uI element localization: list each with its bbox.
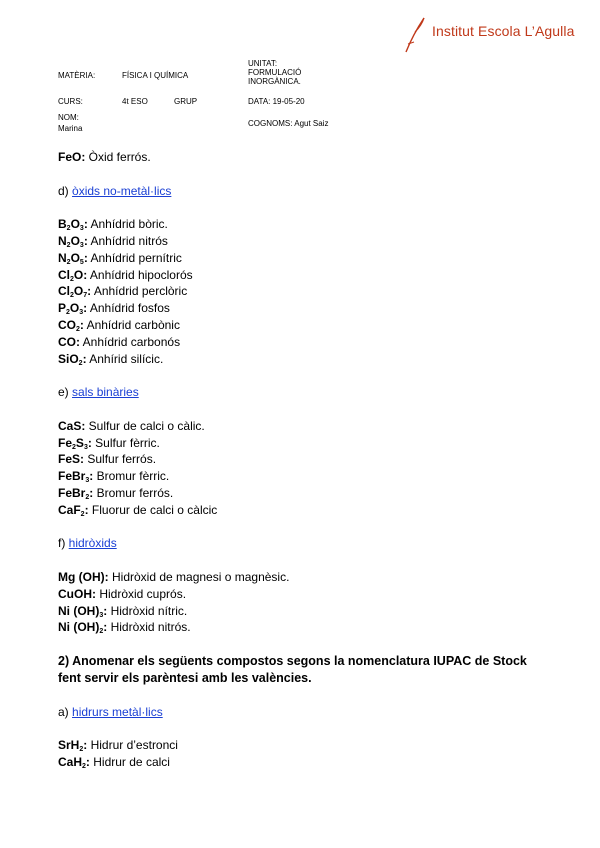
oxids-list xyxy=(58,216,558,367)
compound-entry xyxy=(58,468,558,485)
subscript: 3 xyxy=(79,309,84,317)
document-body xyxy=(58,149,558,771)
compound-entry xyxy=(58,267,558,284)
compound-entry xyxy=(58,435,558,452)
formula-part: O xyxy=(70,233,80,248)
curs-value: 4t ESO xyxy=(122,97,148,106)
formula-part: N xyxy=(58,233,67,248)
curs-label: CURS: xyxy=(58,97,83,106)
nom-value: Marina xyxy=(58,124,83,133)
formula: $N_2O_5$: xyxy=(58,250,88,266)
subscript: 2 xyxy=(72,443,76,451)
formula-part: B xyxy=(58,217,67,232)
subscript: 3 xyxy=(85,477,90,485)
hidrurs-list xyxy=(58,737,558,771)
formula-part: CaH xyxy=(58,755,83,770)
school-logo xyxy=(402,14,592,54)
unitat-value-line1: FORMULACIÓ xyxy=(248,68,302,77)
subscript: 2 xyxy=(66,225,71,233)
compound-name: Anhídrid nitrós xyxy=(87,233,168,248)
compound-entry xyxy=(58,619,558,636)
subscript: 2 xyxy=(76,325,80,333)
formula-part: CO xyxy=(58,317,76,332)
compound-name: Anhídrid carbònic xyxy=(83,317,180,332)
compound-entry xyxy=(58,233,558,250)
formula: CaS: xyxy=(58,418,86,433)
section-f-heading xyxy=(58,535,558,552)
compound-entry xyxy=(58,569,558,586)
compound-entry xyxy=(58,754,558,771)
compound-name: Fluorur de calci o càlcic xyxy=(88,502,218,517)
compound-entry xyxy=(58,485,558,502)
formula: FeBr$_3$: xyxy=(58,469,94,485)
compound-name: Hidrur de calci xyxy=(89,755,170,770)
formula: $Cl_2O_7$: xyxy=(58,284,92,300)
cognoms-label: COGNOMS: Agut Saiz xyxy=(248,119,329,128)
compound-entry xyxy=(58,451,558,468)
compound-name: Sulfur ferrós. xyxy=(84,452,157,467)
formula-part: Cl xyxy=(58,267,70,282)
formula: Mg (OH): xyxy=(58,569,109,584)
compound-entry xyxy=(58,603,558,620)
subscript: 3 xyxy=(79,241,84,249)
compound-name: Hidròxid nítric. xyxy=(107,603,188,618)
formula: Ni $(OH)_3$: xyxy=(58,603,108,619)
subscript: 7 xyxy=(83,292,88,300)
compound-name: Òxid ferrós. xyxy=(85,150,151,164)
formula: Ni $(OH)_2$: xyxy=(58,620,108,636)
compound-name: Anhídrid hipoclorós xyxy=(87,267,193,282)
compound-name: Hidròxid cuprós. xyxy=(96,586,187,601)
formula: CaF$_2$: xyxy=(58,502,89,518)
formula: FeO: xyxy=(58,150,86,164)
materia-value: FÍSICA I QUÍMICA xyxy=(122,71,189,80)
subscript: 2 xyxy=(70,275,74,283)
subscript: 2 xyxy=(78,359,83,367)
subscript: 2 xyxy=(66,258,71,266)
compound-entry xyxy=(58,737,558,754)
subscript: 2 xyxy=(82,763,86,771)
compound-entry xyxy=(58,586,558,603)
formula-part: SrH xyxy=(58,738,80,753)
compound-name: Hidrur d’estronci xyxy=(87,738,178,753)
compound-entry xyxy=(58,334,558,351)
section-prefix: a) xyxy=(58,704,73,719)
section-d-link[interactable]: òxids no-metàl·lics xyxy=(72,183,172,198)
formula: $N_2O_3$: xyxy=(58,233,88,249)
formula: CO: xyxy=(58,334,80,349)
formula-part: CaS xyxy=(58,418,82,433)
formula-part: CuOH xyxy=(58,586,92,601)
formula: SiO$_2$: xyxy=(58,351,87,367)
subscript: 2 xyxy=(99,628,104,636)
formula-part: O xyxy=(70,217,80,232)
section-prefix: e) xyxy=(58,385,73,400)
question-2-heading: 2) Anomenar els següents compostos segons la nomenclatura IUPAC de Stock fent servir els parèntesi amb les valències. xyxy=(58,653,527,685)
unitat-value-line2: INORGÀNICA. xyxy=(248,77,301,86)
formula: $CO_2$: xyxy=(58,317,84,333)
compound-name: Anhídrid bòric. xyxy=(87,217,168,232)
formula-part: Cl xyxy=(58,284,70,299)
formula: $Fe_2S_3$: xyxy=(58,435,92,451)
compound-name: Hidròxid de magnesi o magnèsic. xyxy=(108,569,290,584)
subscript: 3 xyxy=(99,611,104,619)
compound-entry xyxy=(58,502,558,519)
formula-part: FeBr xyxy=(58,485,86,500)
compound-name: Sulfur de calci o càlic. xyxy=(85,418,205,433)
grup-label: GRUP xyxy=(174,97,198,106)
compound-name: Anhídrid fosfos xyxy=(87,301,170,316)
feo-entry xyxy=(58,149,558,166)
materia-label: MATÈRIA: xyxy=(58,71,96,80)
compound-entry xyxy=(58,216,558,233)
compound-name: Anhídrid perclòric xyxy=(91,284,188,299)
subscript: 2 xyxy=(66,309,70,317)
formula: SrH$_2$: xyxy=(58,738,88,754)
hidroxids-list xyxy=(58,569,558,636)
compound-name: Hidròxid nitrós. xyxy=(107,620,191,635)
compound-entry xyxy=(58,250,558,267)
formula-part: Mg (OH) xyxy=(58,569,105,584)
formula-part: Ni (OH) xyxy=(58,620,100,635)
compound-name: Bromur fèrric. xyxy=(93,469,170,484)
compound-entry xyxy=(58,317,558,334)
section-a-heading xyxy=(58,704,558,721)
subscript: 3 xyxy=(79,225,84,233)
compound-name: Anhírid silícic. xyxy=(86,351,164,366)
compound-entry xyxy=(58,351,558,368)
section-a-link[interactable]: hidrurs metàl·lics xyxy=(72,704,163,719)
data-label: DATA: 19-05-20 xyxy=(248,97,305,106)
compound-entry xyxy=(58,283,558,300)
section-d-heading xyxy=(58,183,558,200)
compound-name: Anhídrid carbonós xyxy=(80,334,181,349)
formula-part: Fe xyxy=(58,435,73,450)
formula: FeBr$_2$: xyxy=(58,485,94,501)
formula-part: CO xyxy=(58,334,76,349)
compound-entry xyxy=(58,300,558,317)
formula-part: CaF xyxy=(58,502,81,517)
formula-part: O xyxy=(73,284,84,299)
section-prefix: f) xyxy=(58,536,69,551)
compound-name: Bromur ferrós. xyxy=(93,485,174,500)
formula-part: FeBr xyxy=(58,469,86,484)
agulla-logo-icon xyxy=(402,14,432,54)
formula-part: SiO xyxy=(58,351,79,366)
section-e-link[interactable]: sals binàries xyxy=(72,385,139,400)
formula-part: Ni (OH) xyxy=(58,603,100,618)
formula: CaH$_2$: xyxy=(58,755,90,771)
sals-list xyxy=(58,418,558,519)
subscript: 3 xyxy=(83,443,88,451)
subscript: 2 xyxy=(66,241,71,249)
formula-part: P xyxy=(58,301,67,316)
formula: CuOH: xyxy=(58,586,96,601)
section-f-link[interactable]: hidròxids xyxy=(68,536,117,551)
formula: $B_2O_3$: xyxy=(58,217,88,233)
formula-part: N xyxy=(58,250,67,265)
unitat-block xyxy=(248,59,301,86)
formula-part: O xyxy=(70,250,80,265)
compound-name: Anhídrid pernítric xyxy=(87,250,182,265)
subscript: 2 xyxy=(80,510,85,518)
formula: $P_2O_3$: xyxy=(58,301,88,317)
compound-name: Sulfur fèrric. xyxy=(91,435,160,450)
subscript: 2 xyxy=(79,746,84,754)
formula-part: O xyxy=(69,301,80,316)
formula-part: O xyxy=(73,267,84,282)
subscript: 5 xyxy=(79,258,84,266)
unitat-label: UNITAT: xyxy=(248,59,278,68)
formula: $Cl_2O$: xyxy=(58,267,88,283)
nom-label: NOM: xyxy=(58,113,79,122)
section-e-heading xyxy=(58,384,558,401)
formula-part: FeS xyxy=(58,452,81,467)
subscript: 2 xyxy=(85,493,90,501)
formula: FeS: xyxy=(58,452,85,467)
school-name: Institut Escola L’Agulla xyxy=(432,23,575,39)
formula-part: S xyxy=(75,435,84,450)
subscript: 2 xyxy=(70,292,74,300)
section-prefix: d) xyxy=(58,183,73,198)
compound-entry xyxy=(58,418,558,435)
